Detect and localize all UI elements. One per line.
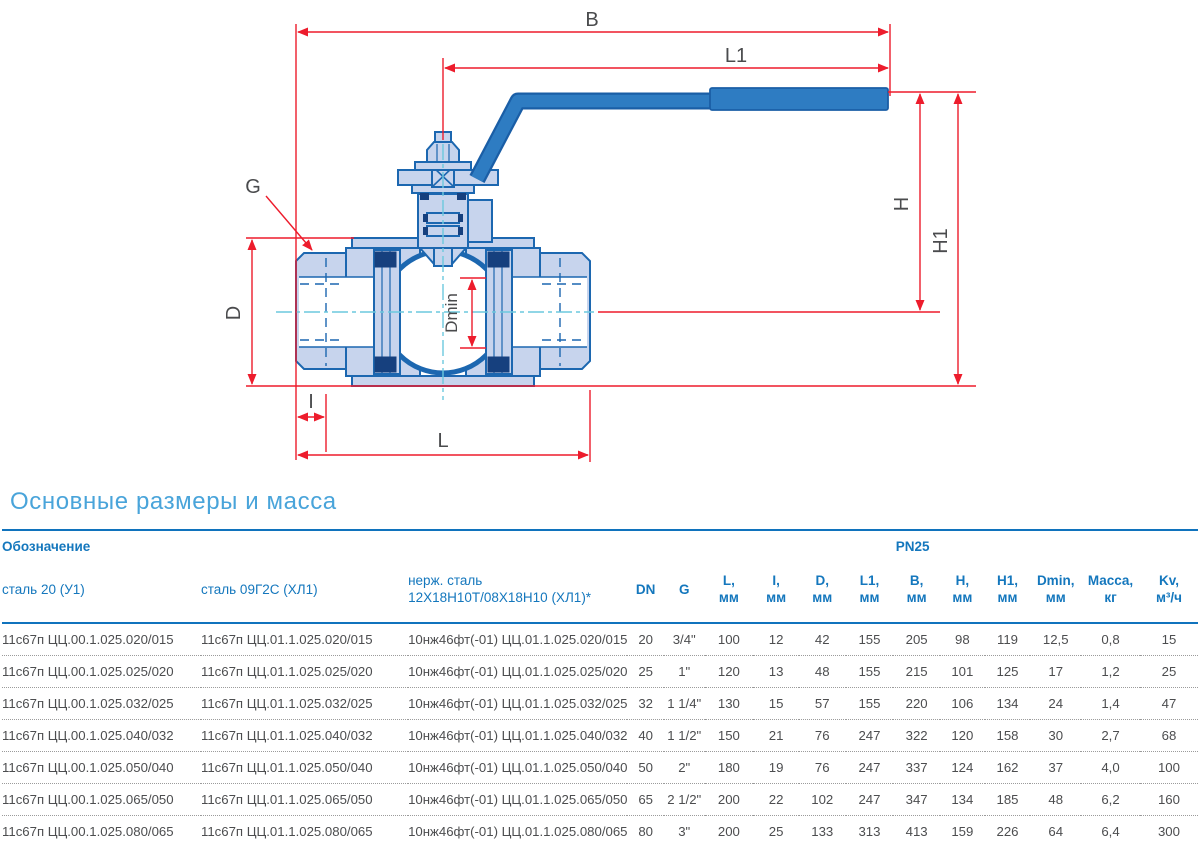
- column-header: Dmin, мм: [1030, 561, 1081, 623]
- designation-cell: 10нж46фт(-01) ЦЦ.01.1.025.080/065: [408, 824, 628, 839]
- designation-cell: 10нж46фт(-01) ЦЦ.01.1.025.040/032: [408, 720, 627, 752]
- value-cell: 65: [627, 784, 664, 816]
- designation-cell: 11с67п ЦЦ.01.1.025.050/040: [201, 752, 408, 784]
- value-cell: 15: [1140, 623, 1198, 656]
- value-cell: 2 1/2": [664, 784, 705, 816]
- value-cell: 50: [627, 752, 664, 784]
- value-cell: 1": [664, 656, 705, 688]
- table-group-header-row: [2, 530, 1198, 561]
- section-title: Основные размеры и масса: [10, 488, 337, 515]
- value-cell: 158: [985, 720, 1031, 752]
- column-header: L, мм: [705, 561, 754, 623]
- value-cell: 40: [627, 720, 664, 752]
- designation-cell: 11с67п ЦЦ.00.1.025.065/050: [2, 784, 201, 816]
- value-cell: 300: [1157, 824, 1180, 839]
- value-cell: 200: [705, 784, 754, 816]
- value-cell: 48: [1030, 784, 1081, 816]
- value-cell: 68: [1140, 720, 1198, 752]
- designation-cell: 11с67п ЦЦ.01.1.025.080/065: [200, 824, 373, 839]
- column-header: I, мм: [753, 561, 799, 623]
- value-cell: 1 1/4": [664, 688, 705, 720]
- value-cell: 101: [940, 656, 985, 688]
- column-header: H1, мм: [985, 561, 1031, 623]
- value-cell: 4,0: [1081, 752, 1140, 784]
- value-cell: 119: [985, 623, 1031, 656]
- value-cell: 120: [705, 656, 754, 688]
- designation-cell: 10нж46фт(-01) ЦЦ.01.1.025.065/050: [408, 784, 627, 816]
- value-cell: 25: [768, 824, 784, 839]
- table-row: [2, 816, 1198, 848]
- dim-label-g: G: [245, 176, 261, 198]
- value-cell: 3/4": [664, 623, 705, 656]
- table-row: [2, 784, 1198, 816]
- dim-label-dmin: Dmin: [442, 293, 461, 333]
- value-cell: 247: [846, 752, 894, 784]
- dim-label-h: H: [891, 196, 913, 212]
- designation-cell: 11с67п ЦЦ.00.1.025.050/040: [2, 752, 201, 784]
- value-cell: 347: [893, 784, 940, 816]
- designation-cell: 11с67п ЦЦ.00.1.025.080/065: [2, 824, 174, 839]
- value-cell: 162: [985, 752, 1031, 784]
- dim-label-i: I: [308, 391, 314, 413]
- column-header: L1, мм: [846, 561, 894, 623]
- value-cell: 102: [799, 784, 846, 816]
- material-column-header: нерж. сталь 12Х18Н10Т/08Х18Н10 (ХЛ1)*: [408, 561, 627, 623]
- value-cell: 20: [627, 623, 664, 656]
- value-cell: 134: [940, 784, 985, 816]
- column-header: DN: [627, 561, 664, 623]
- value-cell: 17: [1030, 656, 1081, 688]
- column-header: Kv, м³/ч: [1140, 561, 1198, 623]
- value-cell: 0,8: [1081, 623, 1140, 656]
- value-cell: 313: [858, 824, 881, 839]
- value-cell: 205: [893, 623, 940, 656]
- value-cell: 100: [705, 623, 754, 656]
- value-cell: 22: [753, 784, 799, 816]
- value-cell: 133: [811, 824, 834, 839]
- value-cell: 155: [846, 688, 894, 720]
- value-cell: 155: [846, 623, 894, 656]
- designation-cell: 10нж46фт(-01) ЦЦ.01.1.025.050/040: [408, 752, 627, 784]
- designation-cell: 11с67п ЦЦ.00.1.025.032/025: [2, 688, 201, 720]
- value-cell: 25: [1140, 656, 1198, 688]
- value-cell: 42: [799, 623, 846, 656]
- value-cell: 80: [638, 824, 653, 839]
- value-cell: 1 1/2": [664, 720, 705, 752]
- designation-cell: 11с67п ЦЦ.01.1.025.025/020: [201, 656, 408, 688]
- value-cell: 337: [893, 752, 940, 784]
- value-cell: 6,4: [1101, 824, 1120, 839]
- value-cell: 159: [951, 824, 974, 839]
- value-cell: 30: [1030, 720, 1081, 752]
- value-cell: 57: [799, 688, 846, 720]
- value-cell: 215: [893, 656, 940, 688]
- value-cell: 247: [846, 720, 894, 752]
- value-cell: 12: [753, 623, 799, 656]
- value-cell: 19: [753, 752, 799, 784]
- value-cell: 6,2: [1081, 784, 1140, 816]
- value-cell: 200: [717, 824, 740, 839]
- designation-cell: 11с67п ЦЦ.00.1.025.040/032: [2, 720, 201, 752]
- designation-cell: 11с67п ЦЦ.00.1.025.020/015: [2, 623, 201, 656]
- stop-lug: [468, 200, 492, 242]
- designation-cell: 11с67п ЦЦ.01.1.025.065/050: [201, 784, 408, 816]
- value-cell: 130: [705, 688, 754, 720]
- value-cell: 37: [1030, 752, 1081, 784]
- handle: [477, 88, 888, 179]
- column-header: D, мм: [799, 561, 846, 623]
- table-row: [2, 656, 1198, 688]
- value-cell: 1,2: [1081, 656, 1140, 688]
- value-cell: 160: [1140, 784, 1198, 816]
- dim-label-l1: L1: [724, 45, 748, 67]
- value-cell: 21: [753, 720, 799, 752]
- value-cell: 247: [846, 784, 894, 816]
- designation-cell: 11с67п ЦЦ.00.1.025.025/020: [2, 656, 201, 688]
- designation-header: Обозначение: [2, 530, 627, 561]
- value-cell: 48: [799, 656, 846, 688]
- designation-cell: 10нж46фт(-01) ЦЦ.01.1.025.032/025: [408, 688, 627, 720]
- dim-label-h1: H1: [930, 228, 952, 254]
- value-cell: 12,5: [1030, 623, 1081, 656]
- value-cell: 106: [940, 688, 985, 720]
- value-cell: 25: [627, 656, 664, 688]
- column-header: H, мм: [940, 561, 985, 623]
- designation-cell: 11с67п ЦЦ.01.1.025.032/025: [201, 688, 408, 720]
- value-cell: 2": [664, 752, 705, 784]
- value-cell: 124: [940, 752, 985, 784]
- value-cell: 226: [996, 824, 1019, 839]
- dim-label-b: B: [585, 9, 599, 31]
- value-cell: 100: [1140, 752, 1198, 784]
- value-cell: 134: [985, 688, 1031, 720]
- value-cell: 47: [1140, 688, 1198, 720]
- value-cell: 76: [799, 752, 846, 784]
- pn-header: PN25: [627, 530, 1198, 561]
- table-row: [2, 688, 1198, 720]
- value-cell: 125: [985, 656, 1031, 688]
- value-cell: 180: [705, 752, 754, 784]
- dim-label-l: L: [437, 430, 449, 452]
- designation-cell: 11с67п ЦЦ.01.1.025.040/032: [201, 720, 408, 752]
- value-cell: 32: [627, 688, 664, 720]
- value-cell: 322: [893, 720, 940, 752]
- value-cell: 220: [893, 688, 940, 720]
- value-cell: 2,7: [1081, 720, 1140, 752]
- value-cell: 120: [940, 720, 985, 752]
- value-cell: 24: [1030, 688, 1081, 720]
- designation-cell: 11с67п ЦЦ.01.1.025.020/015: [201, 623, 408, 656]
- handle-grip: [710, 88, 888, 110]
- table-row: [2, 720, 1198, 752]
- value-cell: 3": [678, 824, 691, 839]
- column-header: Масса, кг: [1081, 561, 1140, 623]
- dimensions-table: [2, 529, 1198, 847]
- material-column-header: сталь 20 (У1): [2, 561, 201, 623]
- column-header: B, мм: [893, 561, 940, 623]
- value-cell: 13: [753, 656, 799, 688]
- value-cell: 64: [1048, 824, 1064, 839]
- dim-label-d: D: [223, 305, 245, 321]
- designation-cell: 10нж46фт(-01) ЦЦ.01.1.025.025/020: [408, 656, 627, 688]
- value-cell: 155: [846, 656, 894, 688]
- table-row: [2, 623, 1198, 656]
- value-cell: 98: [940, 623, 985, 656]
- table-body: [2, 623, 1198, 847]
- value-cell: 15: [753, 688, 799, 720]
- value-cell: 76: [799, 720, 846, 752]
- value-cell: 185: [985, 784, 1031, 816]
- designation-cell: 10нж46фт(-01) ЦЦ.01.1.025.020/015: [408, 623, 627, 656]
- table-column-header-row: [2, 561, 1198, 623]
- value-cell: 1,4: [1081, 688, 1140, 720]
- table-row: [2, 752, 1198, 784]
- material-column-header: сталь 09Г2С (ХЛ1): [201, 561, 408, 623]
- value-cell: 413: [905, 824, 928, 839]
- column-header: G: [664, 561, 705, 623]
- value-cell: 150: [705, 720, 754, 752]
